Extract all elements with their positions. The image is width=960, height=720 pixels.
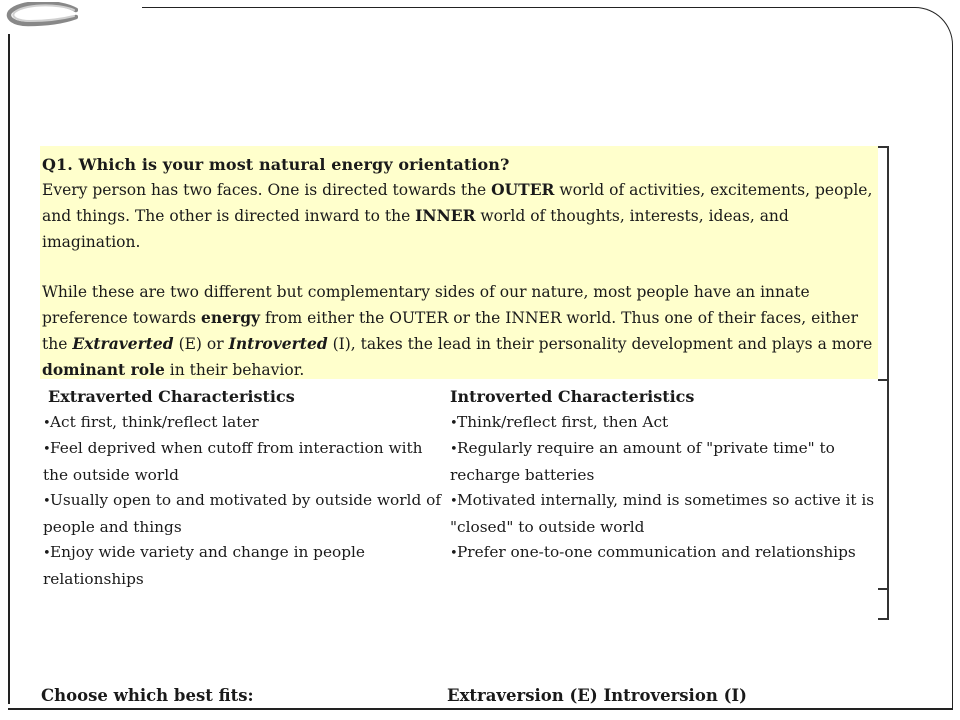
introverted-title: Introverted Characteristics bbox=[450, 387, 695, 406]
inner-emphasis: INNER bbox=[415, 206, 476, 226]
extraverted-list bbox=[43, 410, 443, 593]
list-item: •Usually open to and motivated by outside world of people and things bbox=[43, 491, 441, 536]
option-extraversion[interactable]: Extraversion (E) bbox=[447, 686, 598, 705]
corner-swoosh-icon bbox=[4, 2, 78, 28]
bullet-icon: • bbox=[43, 494, 51, 509]
introverted-emphasis: Introverted bbox=[228, 334, 328, 354]
list-item: •Feel deprived when cutoff from interaction with the outside world bbox=[43, 439, 423, 484]
bracket-line-upper bbox=[887, 146, 889, 379]
question-paragraph-2: While these are two different but complementary sides of our nature, most people have an innate preference towards energy from either the OUTER or the INNER world. Thus one of their faces, either the Extraverted (E) or Introverted (I), takes the lead in their personality development and plays a more dominant role in their behavior. bbox=[42, 282, 873, 380]
list-item: •Act first, think/reflect later bbox=[43, 410, 443, 437]
energy-emphasis: energy bbox=[201, 308, 261, 328]
outer-emphasis: OUTER bbox=[491, 180, 555, 200]
list-item: •Think/reflect first, then Act bbox=[450, 410, 878, 437]
bracket-tick-lower bbox=[878, 588, 889, 590]
choose-label: Choose which best fits: bbox=[41, 686, 254, 705]
bullet-icon: • bbox=[450, 415, 458, 431]
slide-frame-left-edge bbox=[8, 34, 10, 704]
bullet-icon: • bbox=[450, 494, 458, 509]
introverted-column bbox=[450, 384, 878, 567]
extraverted-title: Extraverted Characteristics bbox=[48, 387, 295, 406]
question-panel bbox=[40, 146, 878, 379]
extraverted-emphasis: Extraverted bbox=[72, 334, 174, 354]
slide-frame-bottom-edge bbox=[8, 708, 953, 710]
introverted-list bbox=[450, 410, 878, 567]
list-item: •Enjoy wide variety and change in people relationships bbox=[43, 543, 365, 588]
bullet-icon: • bbox=[43, 415, 51, 431]
bullet-icon: • bbox=[43, 546, 51, 561]
list-item: •Prefer one-to-one communication and relationships bbox=[450, 540, 878, 567]
question-title: Q1. Which is your most natural energy orientation? bbox=[42, 155, 510, 174]
bullet-icon: • bbox=[450, 442, 458, 457]
dominant-role-emphasis: dominant role bbox=[42, 360, 165, 380]
bullet-icon: • bbox=[450, 546, 458, 561]
question-paragraph-1: Every person has two faces. One is directed towards the OUTER world of activities, excitements, people, and things. The other is directed inward to the INNER world of thoughts, interests, ideas, and imagination. bbox=[42, 180, 873, 251]
choose-options bbox=[447, 686, 747, 705]
extraverted-column bbox=[43, 384, 443, 592]
bracket-tick-bottom bbox=[878, 618, 889, 620]
bullet-icon: • bbox=[43, 442, 51, 457]
bracket-line-lower bbox=[887, 380, 889, 619]
list-item: •Motivated internally, mind is sometimes so active it is "closed" to outside world bbox=[450, 491, 875, 536]
option-introversion[interactable]: Introversion (I) bbox=[603, 686, 747, 705]
list-item: •Regularly require an amount of "private time" to recharge batteries bbox=[450, 439, 835, 484]
